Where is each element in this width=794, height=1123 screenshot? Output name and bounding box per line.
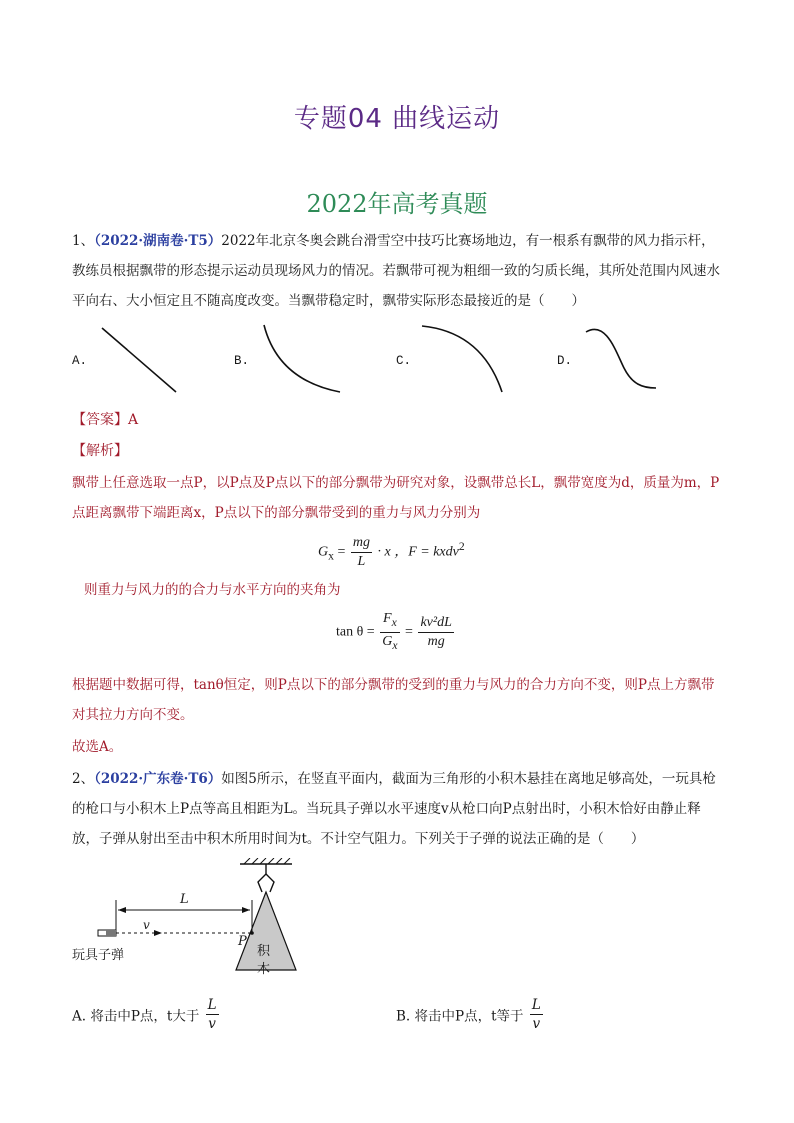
fig-bullet-label: 玩具子弹	[72, 948, 125, 963]
fig-block-label-1: 积	[257, 944, 271, 959]
formula-1-g-sub: x	[328, 549, 334, 563]
formula-2-num2: kv²dL	[418, 614, 453, 633]
question-2-figure	[70, 858, 320, 988]
answer-line: 【答案】A	[72, 412, 139, 428]
formula-1-denominator: L	[357, 554, 366, 569]
formula-2-lhs: tan θ =	[336, 624, 375, 640]
analysis-label: 【解析】	[72, 443, 128, 459]
fig-label-v: v	[143, 918, 150, 932]
question-2-text: 如图5所示，在竖直平面内，截面为三角形的小积木悬挂在离地足够高处，一玩具枪的枪口与小积木上P点等高且相距为L。当玩具子弹以水平速度v从枪口向P点射出时，小积木恰好由静止释放，子弹从射出至击中积木所用时间为t。不计空气阻力。下列关于子弹的说法正确的是（ ）	[72, 771, 716, 847]
formula-2-den1-sub: x	[392, 638, 398, 652]
option-a-figure	[96, 322, 186, 398]
option-c-streamer	[422, 326, 502, 392]
question-1-number: 1、	[72, 233, 95, 249]
formula-1-rest: · x ，F = kxdv	[377, 544, 459, 560]
option-b-streamer	[264, 325, 340, 392]
question-2-source: （2022·广东卷·T6）	[94, 771, 222, 787]
option-a-streamer	[102, 328, 176, 392]
l-arrow-right	[242, 907, 250, 913]
q2-option-b-text: B. 将击中P点，t等于	[396, 1008, 524, 1025]
formula-2-den2: mg	[427, 633, 445, 649]
q2-option-a	[72, 996, 221, 1033]
option-d-streamer	[586, 329, 656, 388]
formula-2-fraction-1	[380, 610, 399, 655]
q2-option-a-text: A. 将击中P点，t大于	[72, 1008, 200, 1025]
option-a-label: A.	[72, 354, 88, 368]
velocity-arrow	[154, 930, 162, 936]
q2-option-b-num: L	[531, 997, 541, 1013]
question-1-source: （2022·湖南卷·T5）	[94, 233, 222, 249]
q2-option-a-den: v	[208, 1016, 216, 1032]
formula-1-numerator: mg	[351, 534, 372, 553]
question-2	[72, 764, 724, 854]
section-subtitle: 2022年高考真题	[306, 190, 488, 218]
q2-option-b-fraction	[530, 996, 543, 1033]
question-2-number: 2、	[72, 771, 95, 787]
option-b-label: B.	[234, 354, 250, 368]
question-1	[72, 226, 724, 316]
bullet-tip	[106, 930, 116, 936]
page-title: 专题04 曲线运动	[293, 104, 501, 134]
p-point	[250, 931, 254, 935]
q2-option-a-num: L	[207, 997, 217, 1013]
analysis-paragraph-1: 飘带上任意选取一点P，以P点及P点以下的部分飘带为研究对象，设飘带总长L，飘带宽度为d，质量为m，P点距离飘带下端距离x，P点以下的部分飘带受到的重力与风力分别为	[72, 475, 720, 521]
option-b-figure	[256, 322, 346, 398]
l-arrow-left	[118, 907, 126, 913]
fig-label-l: L	[180, 892, 189, 907]
q2-option-b-den: v	[532, 1016, 541, 1032]
fig-block-label-2: 木	[257, 962, 271, 977]
fig-label-p: P	[238, 934, 247, 949]
q2-option-a-fraction	[206, 996, 219, 1033]
ceiling-hatch	[244, 858, 290, 864]
question-1-text: 2022年北京冬奥会跳台滑雪空中技巧比赛场地边，有一根系有飘带的风力指示杆，教练员根据飘带的形态提示运动员现场风力的情况。若飘带可视为粗细一致的匀质长绳，其所处范围内风速水平向右、大小恒定且不随高度改变。当飘带稳定时，飘带实际形态最接近的是（ ）	[72, 233, 720, 309]
option-d-figure	[580, 322, 666, 398]
formula-2-num1: F	[383, 611, 392, 626]
analysis-paragraph-3: 根据题中数据可得，tanθ恒定，则P点以下的部分飘带的受到的重力与风力的合力方向不变，则P点上方飘带对其拉力方向不变。	[72, 677, 715, 723]
option-c-figure	[416, 322, 512, 398]
analysis-paragraph-2: 则重力与风力的的合力与水平方向的夹角为	[84, 582, 341, 598]
q2-option-b	[396, 996, 545, 1033]
conclusion-line: 故选A。	[72, 739, 123, 755]
formula-angle: tan θ = $\frac{F_x}{G_x}$ = $\frac{\text{kv²dL}}{mg}$	[336, 610, 456, 655]
formula-1-fraction	[351, 534, 372, 571]
clamp	[258, 874, 274, 892]
option-d-label: D.	[557, 354, 573, 368]
formula-2-num1-sub: x	[391, 615, 397, 629]
formula-2-den1: G	[382, 633, 393, 649]
formula-1-g: G	[318, 544, 329, 560]
formula-2-fraction-2	[418, 614, 453, 651]
formula-1-sup: 2	[458, 540, 465, 554]
formula-forces: $G_x$ = $\frac{mg}{L}$ · x ，F = kxdv$^2$	[318, 535, 465, 569]
option-c-label: C.	[396, 354, 412, 368]
